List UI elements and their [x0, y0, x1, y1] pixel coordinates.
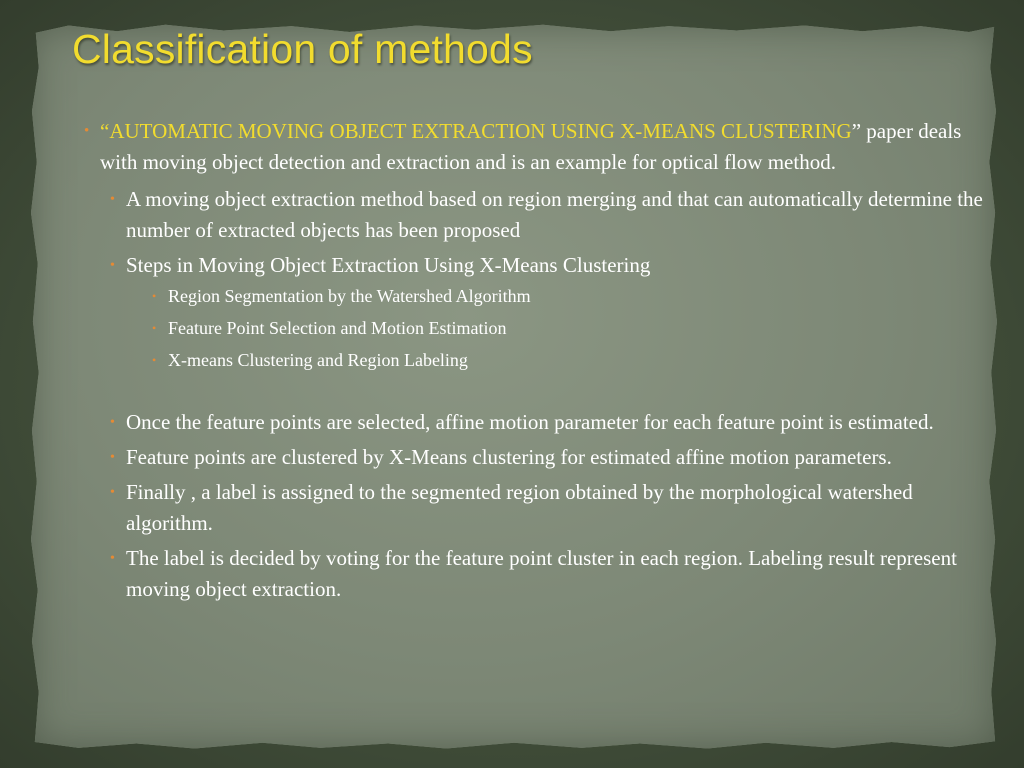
bullet-icon: •: [110, 192, 115, 207]
step-item: [152, 315, 984, 341]
slide-content: [84, 116, 984, 609]
sub-bullet-item: [110, 442, 984, 473]
step-text: X-means Clustering and Region Labeling: [168, 350, 468, 370]
steps-list: [152, 283, 984, 373]
sub-bullet-text: Once the feature points are selected, affine motion parameter for each feature point is estimated.: [126, 410, 934, 434]
step-item: [152, 283, 984, 309]
bullet-icon: •: [84, 123, 90, 139]
step-item: [152, 347, 984, 373]
sub-bullet-item: [110, 543, 984, 605]
paper-title-highlight: AUTOMATIC MOVING OBJECT EXTRACTION USING X-MEANS CLUSTERING: [109, 119, 852, 143]
sub-bullet-text: The label is decided by voting for the feature point cluster in each region. Labeling result represent moving object extraction.: [126, 546, 957, 601]
sub-bullet-text: Steps in Moving Object Extraction Using X-Means Clustering: [126, 253, 651, 277]
main-bullet-rest: ” paper deals with moving object detection and extraction and is an example for optical flow method.: [100, 119, 962, 174]
bullet-icon: •: [110, 258, 115, 273]
bullet-icon: •: [110, 450, 115, 465]
spacer: [110, 379, 984, 407]
bullet-icon: •: [152, 321, 157, 335]
main-bullet-text: [100, 119, 961, 174]
sub-bullet-text: Feature points are clustered by X-Means clustering for estimated affine motion parameters.: [126, 445, 892, 469]
paper-title-open-quote: “: [100, 119, 110, 143]
bullet-icon: •: [152, 353, 157, 367]
slide-title: Classification of methods: [72, 26, 533, 72]
sub-bullet-text: Finally , a label is assigned to the segmented region obtained by the morphological watershed algorithm.: [126, 480, 913, 535]
bullet-icon: •: [110, 415, 115, 430]
bullet-list: [84, 116, 984, 178]
sub-bullet-item: [110, 477, 984, 539]
step-text: Region Segmentation by the Watershed Algorithm: [168, 286, 531, 306]
bullet-icon: •: [110, 485, 115, 500]
bullet-icon: •: [110, 551, 115, 566]
sub-bullet-text: A moving object extraction method based on region merging and that can automatically determine the number of extracted objects has been proposed: [126, 187, 983, 242]
sub-bullet-item: [110, 407, 984, 438]
main-bullet-item: [84, 116, 984, 178]
step-text: Feature Point Selection and Motion Estimation: [168, 318, 507, 338]
sub-bullet-list: [110, 184, 984, 605]
sub-bullet-item: [110, 184, 984, 246]
bullet-icon: •: [152, 289, 157, 303]
sub-bullet-item: [110, 250, 984, 373]
